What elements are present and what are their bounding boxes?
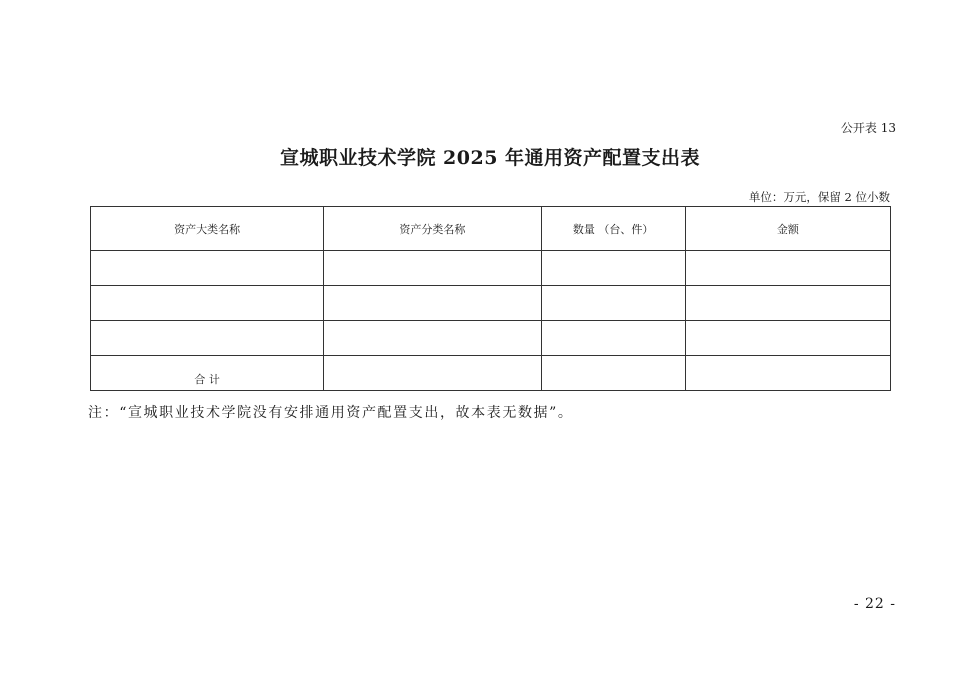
header-quantity: 数量 （台、件） bbox=[541, 207, 685, 251]
table-cell bbox=[685, 286, 890, 321]
table-header-row bbox=[91, 207, 891, 251]
footnote: 注：“宣城职业技术学院没有安排通用资产配置支出，故本表无数据”。 bbox=[88, 405, 574, 421]
table-row bbox=[91, 321, 891, 356]
document-label: 公开表 13 bbox=[840, 121, 896, 135]
table-cell bbox=[685, 321, 890, 356]
asset-allocation-table bbox=[90, 206, 891, 391]
header-asset-category: 资产大类名称 bbox=[91, 207, 324, 251]
page-title: 宣城职业技术学院 2025 年通用资产配置支出表 bbox=[279, 147, 701, 169]
table-cell bbox=[685, 356, 890, 391]
page-number: - 22 - bbox=[853, 596, 896, 612]
table-cell bbox=[541, 286, 685, 321]
header-amount: 金额 bbox=[685, 207, 890, 251]
table-row bbox=[91, 286, 891, 321]
total-row bbox=[91, 356, 891, 391]
table-cell bbox=[541, 356, 685, 391]
table-cell bbox=[541, 321, 685, 356]
table-cell bbox=[324, 251, 541, 286]
table-cell bbox=[91, 286, 324, 321]
unit-note: 单位：万元，保留 2 位小数 bbox=[748, 190, 890, 204]
table-cell bbox=[324, 356, 541, 391]
table-cell bbox=[541, 251, 685, 286]
table-cell bbox=[91, 251, 324, 286]
table-cell bbox=[324, 321, 541, 356]
header-asset-classification: 资产分类名称 bbox=[324, 207, 541, 251]
table-row bbox=[91, 251, 891, 286]
total-label: 合 计 bbox=[91, 356, 324, 391]
table-cell bbox=[91, 321, 324, 356]
table-cell bbox=[685, 251, 890, 286]
table-cell bbox=[324, 286, 541, 321]
